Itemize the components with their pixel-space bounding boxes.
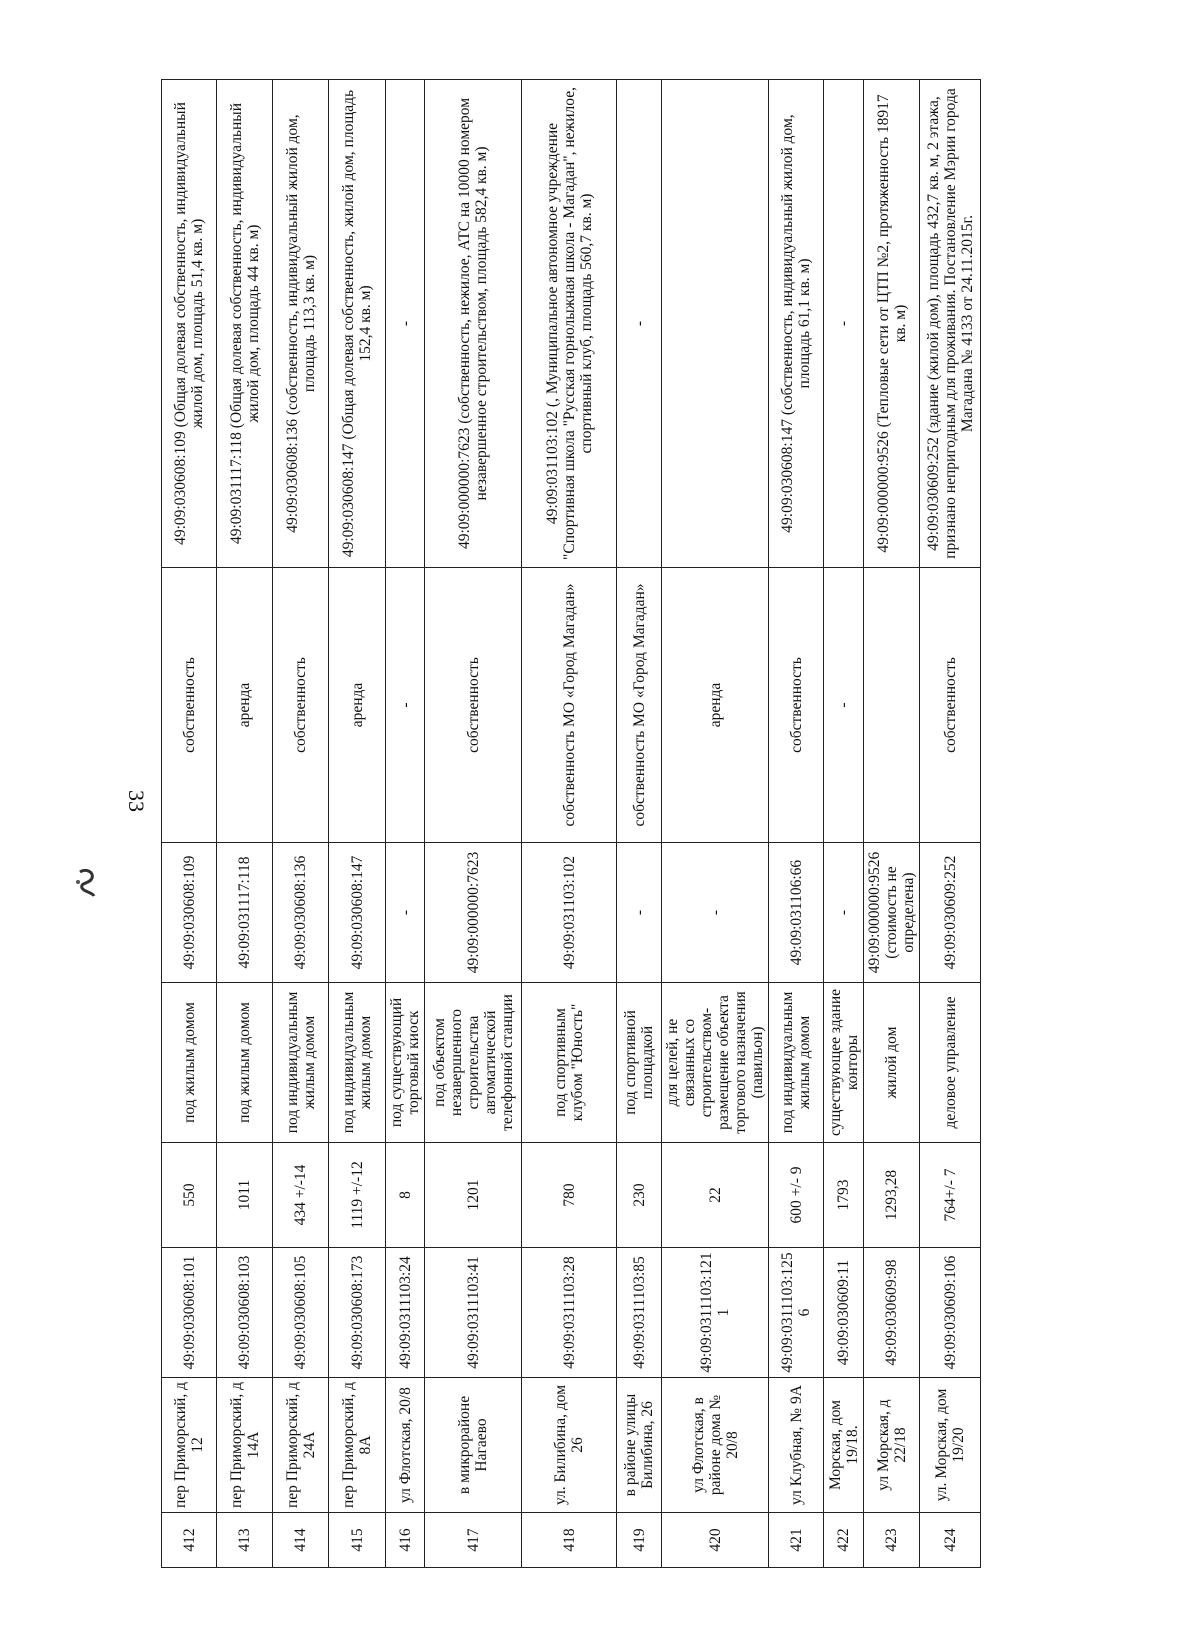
permitted-use-cell: под спортивным клубом "Юность" <box>522 983 617 1143</box>
right-type-cell: - <box>824 568 864 843</box>
table-row <box>273 80 329 1568</box>
object-cadastral-cell: 49:09:030608:136 <box>273 843 329 983</box>
address-cell: ул. Билибина, дом 26 <box>522 1378 617 1513</box>
row-number-cell: 423 <box>864 1513 920 1568</box>
cadastral-number-cell: 49:09:0311103:24 <box>386 1248 425 1378</box>
row-number-cell: 422 <box>824 1513 864 1568</box>
right-type-cell <box>864 568 920 843</box>
table-row <box>162 80 217 1568</box>
stamp-mark <box>66 862 106 902</box>
object-info-cell: 49:09:030608:109 (Общая долевая собственность, индивидуальный жилой дом, площадь 51,4 кв. м) <box>162 80 217 568</box>
table-row <box>522 80 617 1568</box>
table-row <box>217 80 273 1568</box>
area-cell: 1793 <box>824 1143 864 1248</box>
permitted-use-cell: под спортивной площадкой <box>617 983 662 1143</box>
object-info-cell: - <box>617 80 662 568</box>
table-row <box>617 80 662 1568</box>
permitted-use-cell: под жилым домом <box>217 983 273 1143</box>
right-type-cell: аренда <box>217 568 273 843</box>
row-number-cell: 417 <box>425 1513 522 1568</box>
cadastral-number-cell: 49:09:0311103:85 <box>617 1248 662 1378</box>
row-number-cell: 424 <box>920 1513 981 1568</box>
object-cadastral-cell: 49:09:000000:7623 <box>425 843 522 983</box>
address-cell: пер Приморский, д 8А <box>329 1378 386 1513</box>
object-info-cell: 49:09:031103:102 (, Муниципальное автономное учреждение "Спортивная школа "Русская горнолыжная школа - Магадан", нежилое, спортивный клуб, площадь 560,7 кв. м) <box>522 80 617 568</box>
area-cell: 434 +/-14 <box>273 1143 329 1248</box>
address-cell: ул Флотская, 20/8 <box>386 1378 425 1513</box>
cadastral-number-cell: 49:09:030608:173 <box>329 1248 386 1378</box>
row-number-cell: 414 <box>273 1513 329 1568</box>
table-row <box>386 80 425 1568</box>
area-cell: 600 +/- 9 <box>769 1143 824 1248</box>
row-number-cell: 418 <box>522 1513 617 1568</box>
right-type-cell: собственность <box>162 568 217 843</box>
right-type-cell: собственность МО «Город Магадан» <box>617 568 662 843</box>
address-cell: в районе улицы Билибина, 26 <box>617 1378 662 1513</box>
address-cell: ул Морская, д 22/18 <box>864 1378 920 1513</box>
cadastral-number-cell: 49:09:0311103:1211 <box>662 1248 769 1378</box>
page-number: 33 <box>124 790 149 812</box>
object-cadastral-cell: 49:09:031117:118 <box>217 843 273 983</box>
right-type-cell: аренда <box>329 568 386 843</box>
cadastral-number-cell: 49:09:030608:105 <box>273 1248 329 1378</box>
permitted-use-cell: под индивидуальным жилым домом <box>769 983 824 1143</box>
cadastral-number-cell: 49:09:030609:11 <box>824 1248 864 1378</box>
address-cell: Морская, дом 19/18. <box>824 1378 864 1513</box>
address-cell: ул Флотская, в районе дома № 20/8 <box>662 1378 769 1513</box>
table-row <box>662 80 769 1568</box>
permitted-use-cell: под жилым домом <box>162 983 217 1143</box>
area-cell: 8 <box>386 1143 425 1248</box>
row-number-cell: 415 <box>329 1513 386 1568</box>
object-info-cell: 49:09:000000:9526 (Тепловые сети от ЦТП №2, протяженность 18917 кв. м) <box>864 80 920 568</box>
address-cell: ул Клубная, № 9А <box>769 1378 824 1513</box>
area-cell: 1011 <box>217 1143 273 1248</box>
table-row <box>864 80 920 1568</box>
address-cell: пер Приморский, д 12 <box>162 1378 217 1513</box>
cadastral-number-cell: 49:09:030608:103 <box>217 1248 273 1378</box>
permitted-use-cell: для целей, не связанных со строительством-размещение объекта торгового назначения (павильон) <box>662 983 769 1143</box>
right-type-cell: собственность МО «Город Магадан» <box>522 568 617 843</box>
address-cell: пер Приморский, д 14А <box>217 1378 273 1513</box>
object-cadastral-cell: 49:09:031106:66 <box>769 843 824 983</box>
object-cadastral-cell: - <box>662 843 769 983</box>
object-cadastral-cell: 49:09:030608:147 <box>329 843 386 983</box>
rotated-table-container <box>161 80 981 1568</box>
area-cell: 1119 +/-12 <box>329 1143 386 1248</box>
permitted-use-cell: жилой дом <box>864 983 920 1143</box>
right-type-cell: собственность <box>920 568 981 843</box>
right-type-cell: собственность <box>425 568 522 843</box>
row-number-cell: 419 <box>617 1513 662 1568</box>
object-cadastral-cell: 49:09:030609:252 <box>920 843 981 983</box>
permitted-use-cell: под индивидуальным жилым домом <box>329 983 386 1143</box>
row-number-cell: 412 <box>162 1513 217 1568</box>
object-info-cell: 49:09:030608:147 (собственность, индивидуальный жилой дом, площадь 61,1 кв. м) <box>769 80 824 568</box>
area-cell: 550 <box>162 1143 217 1248</box>
area-cell: 780 <box>522 1143 617 1248</box>
table-row <box>824 80 864 1568</box>
object-info-cell: 49:09:030608:147 (Общая долевая собственность, жилой дом, площадь 152,4 кв. м) <box>329 80 386 568</box>
permitted-use-cell: деловое управление <box>920 983 981 1143</box>
cadastral-number-cell: 49:09:030609:106 <box>920 1248 981 1378</box>
object-cadastral-cell: 49:09:031103:102 <box>522 843 617 983</box>
table-row <box>329 80 386 1568</box>
object-info-cell: 49:09:030608:136 (собственность, индивидуальный жилой дом, площадь 113,3 кв. м) <box>273 80 329 568</box>
object-cadastral-cell: - <box>824 843 864 983</box>
cadastral-number-cell: 49:09:030609:98 <box>864 1248 920 1378</box>
object-info-cell: 49:09:031117:118 (Общая долевая собственность, индивидуальный жилой дом, площадь 44 кв. м) <box>217 80 273 568</box>
object-info-cell: - <box>386 80 425 568</box>
permitted-use-cell: под объектом незавершенного строительства автоматической телефонной станции <box>425 983 522 1143</box>
area-cell: 230 <box>617 1143 662 1248</box>
object-cadastral-cell: 49:09:030608:109 <box>162 843 217 983</box>
right-type-cell: аренда <box>662 568 769 843</box>
object-info-cell <box>662 80 769 568</box>
row-number-cell: 420 <box>662 1513 769 1568</box>
address-cell: пер Приморский, д 24А <box>273 1378 329 1513</box>
right-type-cell: - <box>386 568 425 843</box>
object-cadastral-cell: - <box>617 843 662 983</box>
object-cadastral-cell: 49:09:000000:9526 (стоимость не определена) <box>864 843 920 983</box>
cadastral-number-cell: 49:09:030608:101 <box>162 1248 217 1378</box>
area-cell: 764+/- 7 <box>920 1143 981 1248</box>
object-cadastral-cell: - <box>386 843 425 983</box>
row-number-cell: 413 <box>217 1513 273 1568</box>
permitted-use-cell: под индивидуальным жилым домом <box>273 983 329 1143</box>
object-info-cell: 49:09:000000:7623 (собственность, нежилое, АТС на 10000 номером незавершенное строительством, площадь 582,4 кв. м) <box>425 80 522 568</box>
right-type-cell: собственность <box>273 568 329 843</box>
permitted-use-cell: под существующий торговый киоск <box>386 983 425 1143</box>
cadastral-number-cell: 49:09:0311103:1256 <box>769 1248 824 1378</box>
cadastral-number-cell: 49:09:0311103:28 <box>522 1248 617 1378</box>
object-info-cell: 49:09:030609:252 (здание (жилой дом), площадь 432,7 кв. м, 2 этажа, признано непригодным для проживания. Постановление Мэрии города Магадана № 4133 от 24.11.2015г. <box>920 80 981 568</box>
row-number-cell: 416 <box>386 1513 425 1568</box>
land-plots-table <box>161 79 981 1568</box>
area-cell: 1201 <box>425 1143 522 1248</box>
cadastral-number-cell: 49:09:0311103:41 <box>425 1248 522 1378</box>
object-info-cell: - <box>824 80 864 568</box>
table-row <box>920 80 981 1568</box>
right-type-cell: собственность <box>769 568 824 843</box>
address-cell: в микрорайоне Нагаево <box>425 1378 522 1513</box>
permitted-use-cell: существующее здание конторы <box>824 983 864 1143</box>
area-cell: 1293,28 <box>864 1143 920 1248</box>
row-number-cell: 421 <box>769 1513 824 1568</box>
area-cell: 22 <box>662 1143 769 1248</box>
address-cell: ул. Морская, дом 19/20 <box>920 1378 981 1513</box>
table-row <box>769 80 824 1568</box>
table-row <box>425 80 522 1568</box>
